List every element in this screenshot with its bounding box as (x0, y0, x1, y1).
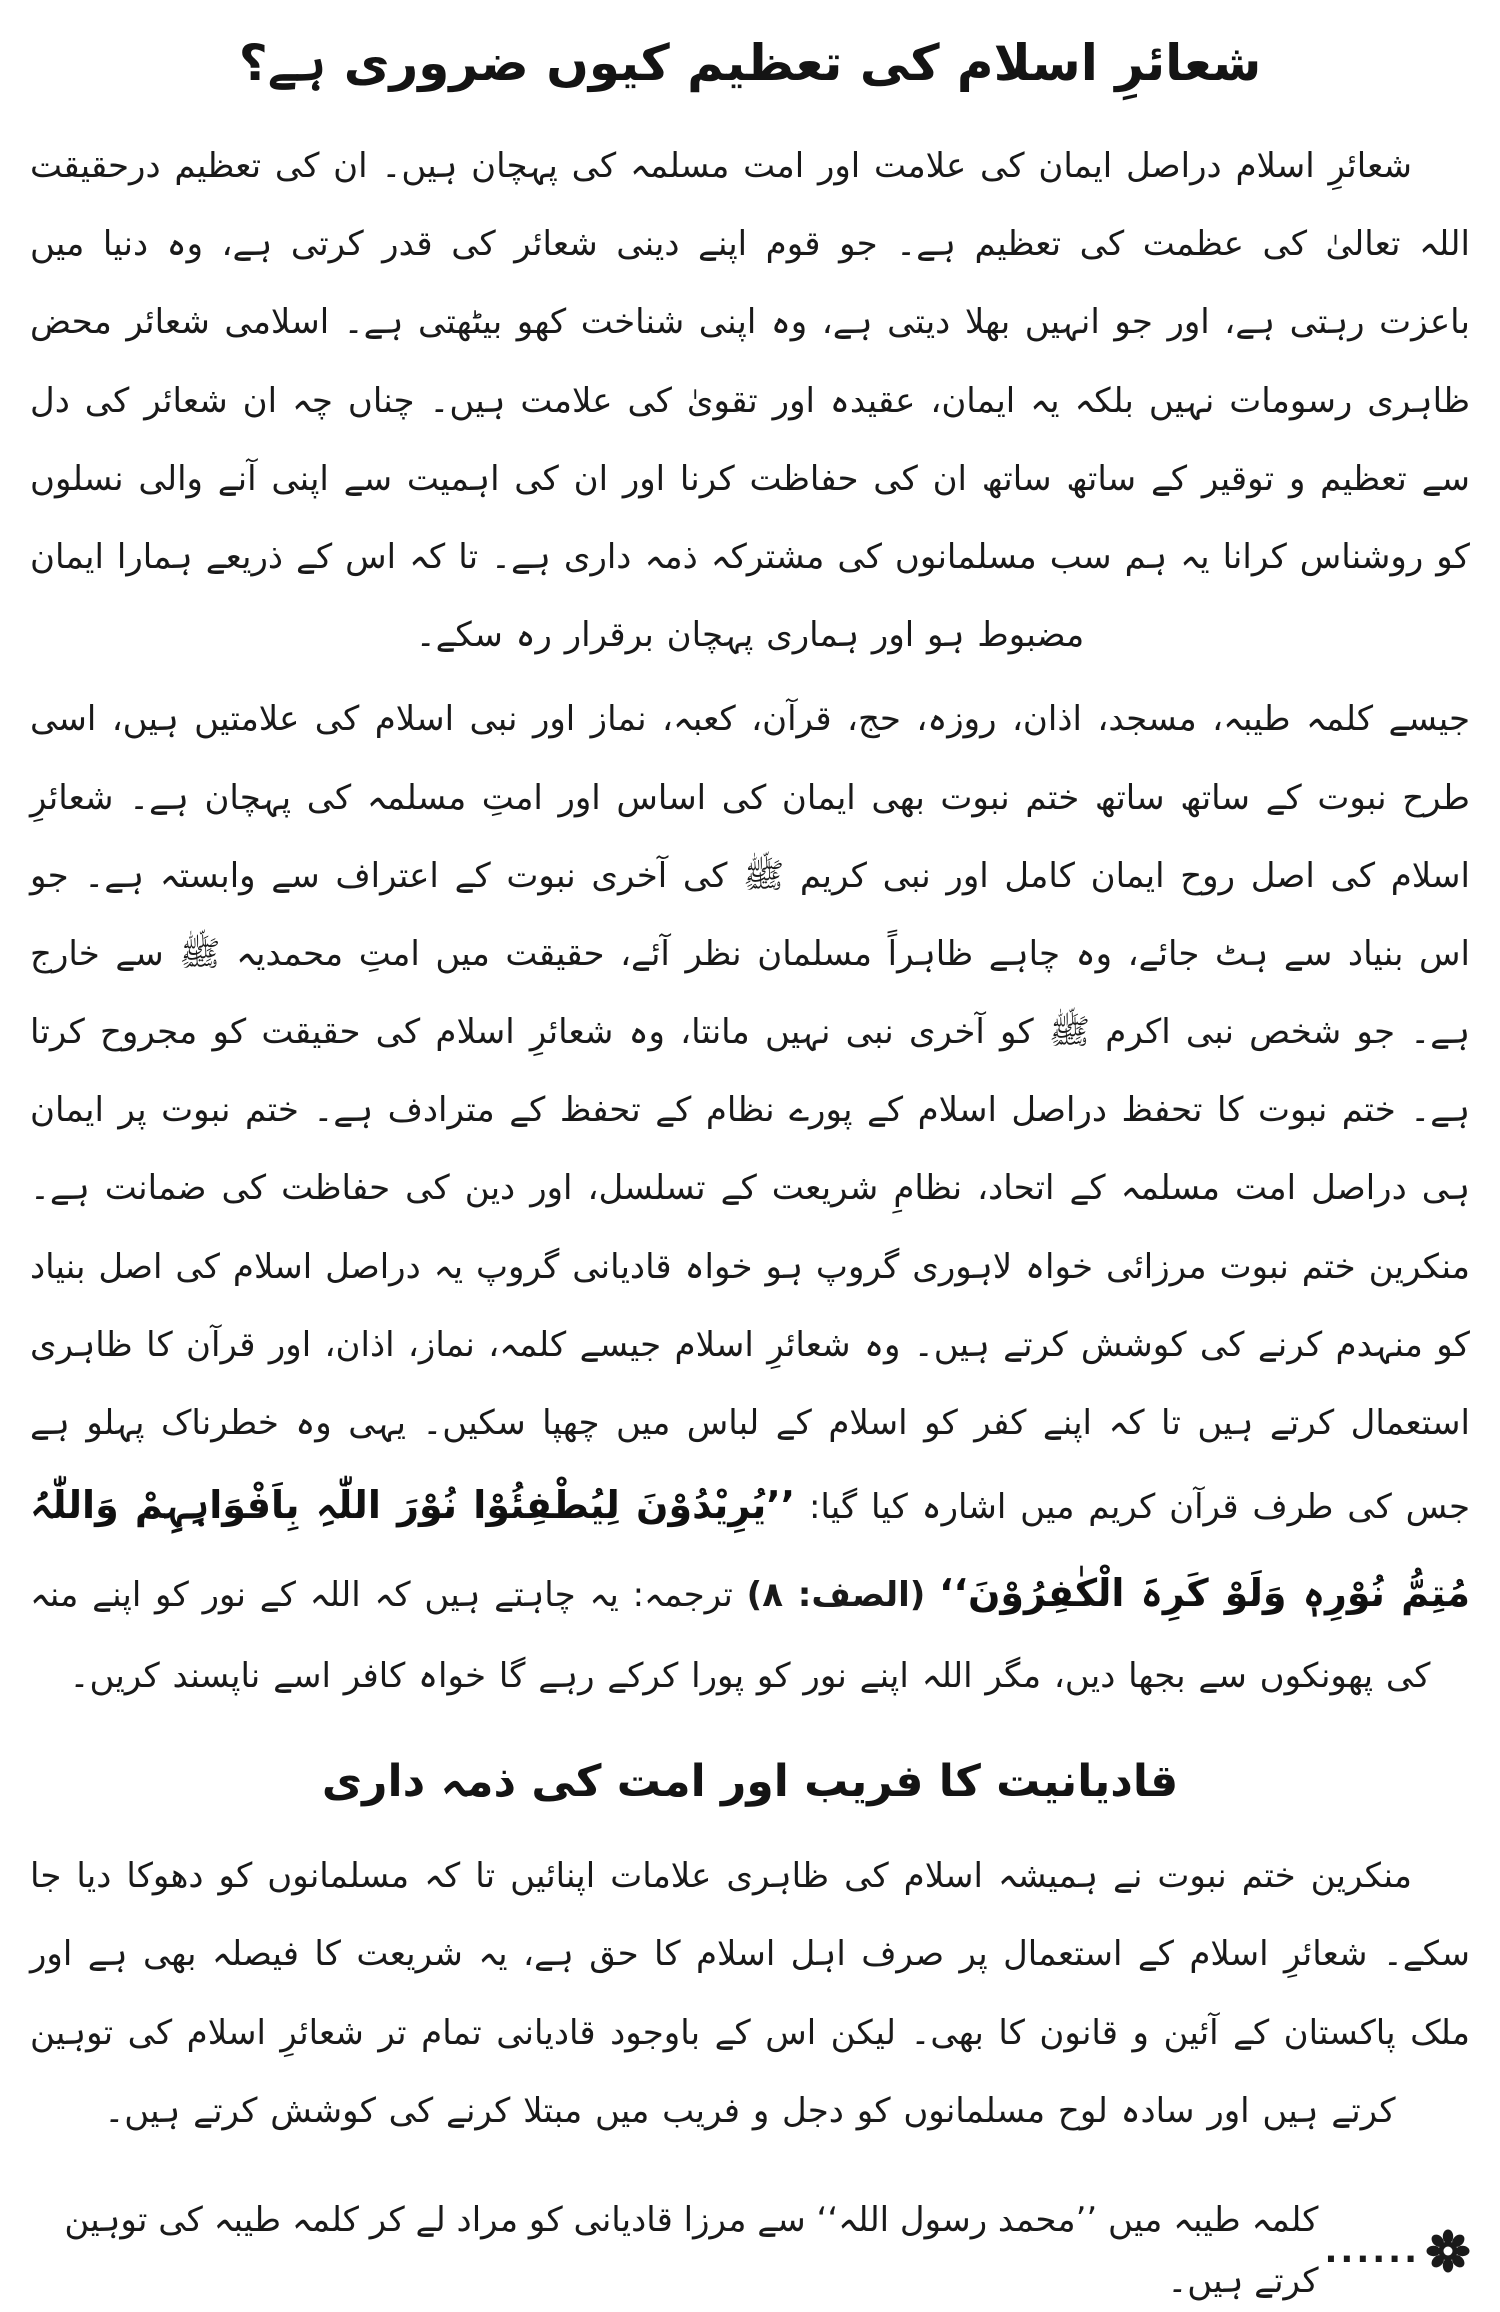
doctrine-paragraph-text: جیسے کلمہ طیبہ، مسجد، اذان، روزہ، حج، قرآن، کعبہ، نماز اور نبی اسلام کی علامتیں ہیں، اسی طرح نبوت کے ساتھ ساتھ ختم نبوت بھی ایمان کی اساس اور امتِ مسلمہ کی پہچان ہے۔ شعائرِ اسلام کی اصل روح ایمان کامل اور نبی کریم ﷺ کی آخری نبوت کے اعتراف سے وابستہ ہے۔ جو اس بنیاد سے ہٹ جائے، وہ چاہے ظاہراً مسلمان نظر آئے، حقیقت میں امتِ محمدیہ ﷺ سے خارج ہے۔ جو شخص نبی اکرم ﷺ کو آخری نبی نہیں مانتا، وہ شعائرِ اسلام کی حقیقت کو مجروح کرتا ہے۔ ختم نبوت کا تحفظ دراصل اسلام کے پورے نظام کے تحفظ کے مترادف ہے۔ ختم نبوت پر ایمان ہی دراصل امت مسلمہ کے اتحاد، نظامِ شریعت کے تسلسل، اور دین کی حفاظت کی ضمانت ہے۔ منکرین ختم نبوت مرزائی خواہ لاہوری گروپ ہو خواہ قادیانی گروپ یہ دراصل اسلام کی اصل بنیاد کو منہدم کرنے کی کوشش کرتے ہیں۔ وہ شعائرِ اسلام جیسے کلمہ، نماز، اذان، اور قرآن کا ظاہری استعمال کرتے ہیں تا کہ اپنے کفر کو اسلام کے لباس میں چھپا سکیں۔ یہی وہ خطرناک پہلو ہے جس کی طرف قرآن کریم میں اشارہ کیا گیا: (30, 699, 1470, 1528)
flower-star-bullet-icon (1426, 2229, 1470, 2273)
section-heading: قادیانیت کا فریب اور امت کی ذمہ داری (321, 1756, 1179, 1808)
bullet-leader-dots: ...... (1324, 2230, 1420, 2271)
quran-verse: ’’یُرِیْدُوْنَ لِیُطْفِئُوْا نُوْرَ اللّٰہِ بِاَفْوَاہِہِمْ وَاللّٰہُ مُتِمُّ نُوْرِہٖ وَلَوْ کَرِہَ الْکٰفِرُوْنَ‘‘ (30, 1483, 1470, 1615)
doctrine-paragraph (30, 680, 1470, 1715)
deception-paragraph: منکرین ختم نبوت نے ہمیشہ اسلام کی ظاہری علامات اپنائیں تا کہ مسلمانوں کو دھوکا دیا جا سکے۔ شعائرِ اسلام کے استعمال پر صرف اہل اسلام کا حق ہے، یہ شریعت کا فیصلہ بھی ہے اور ملک پاکستان کے آئین و قانون کا بھی۔ لیکن اس کے باوجود قادیانی تمام تر شعائرِ اسلام کی توہین کرتے ہیں اور سادہ لوح مسلمانوں کو دجل و فریب میں مبتلا کرنے کی کوشش کرتے ہیں۔ (30, 1856, 1470, 2131)
intro-paragraph: شعائرِ اسلام دراصل ایمان کی علامت اور امت مسلمہ کی پہچان ہیں۔ ان کی تعظیم درحقیقت اللہ تعالیٰ کی عظمت کی تعظیم ہے۔ جو قوم اپنے دینی شعائر کی قدر کرتی ہے، وہ دنیا میں باعزت رہتی ہے، اور جو انہیں بھلا دیتی ہے، وہ اپنی شناخت کھو بیٹھتی ہے۔ اسلامی شعائر محض ظاہری رسومات نہیں بلکہ یہ ایمان، عقیدہ اور تقویٰ کی علامت ہیں۔ چناں چہ ان شعائر کی دل سے تعظیم و توقیر کے ساتھ ساتھ ان کی حفاظت کرنا اور ان کی اہمیت سے اپنی آنے والی نسلوں کو روشناس کرانا یہ ہم سب مسلمانوں کی مشترکہ ذمہ داری ہے۔ تا کہ اس کے ذریعے ہمارا ایمان مضبوط ہو اور ہماری پہچان برقرار رہ سکے۔ (30, 146, 1470, 656)
footnote-bullet-item (30, 2190, 1470, 2312)
verse-translation: ترجمہ: یہ چاہتے ہیں کہ اللہ کے نور کو اپنے منہ کی پھونکوں سے بجھا دیں، مگر اللہ اپنے نور کو پورا کرکے رہے گا خواہ کافر اسے ناپسند کریں۔ (30, 1574, 1431, 1696)
article-title: شعائرِ اسلام کی تعظیم کیوں ضروری ہے؟ (238, 34, 1262, 92)
bullet-text: کلمہ طیبہ میں ’’محمد رسول اللہ‘‘ سے مرزا قادیانی کو مراد لے کر کلمہ طیبہ کی توہین کرتے ہیں۔ (64, 2199, 1319, 2302)
verse-reference: (الصف: ۸) (746, 1574, 926, 1615)
